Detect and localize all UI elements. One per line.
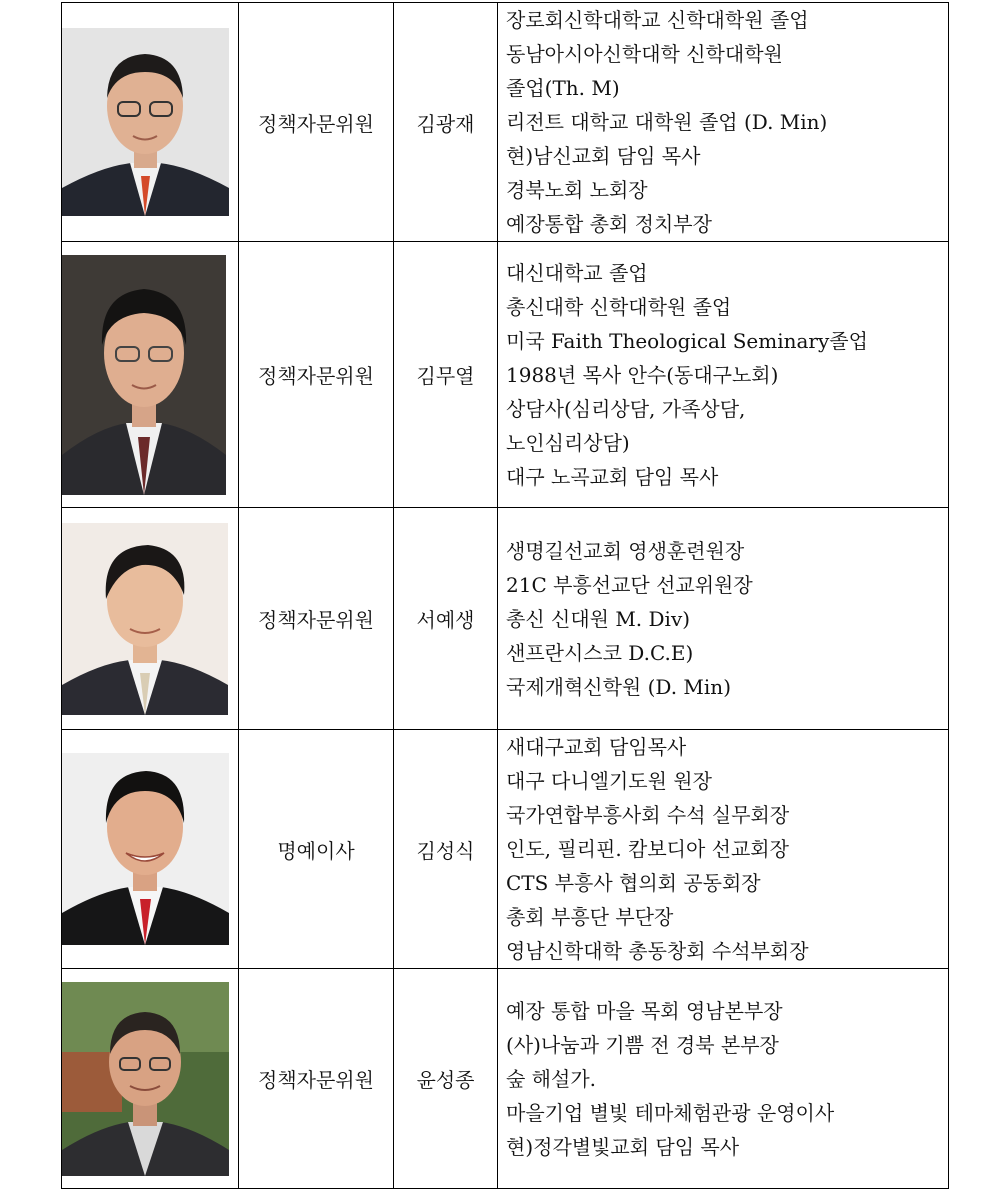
bio-line: 1988년 목사 안수(동대구노회) (506, 362, 779, 387)
bio-line: 총신 신대원 M. Div) (506, 606, 691, 631)
roster-table (61, 2, 949, 1189)
role-cell: 정책자문위원 (239, 969, 394, 1189)
role-cell: 정책자문위원 (239, 508, 394, 730)
bio-line: 생명길선교회 영생훈련원장 (506, 538, 745, 563)
bio-line: 졸업(Th. M) (506, 76, 620, 100)
name-cell: 윤성종 (394, 969, 498, 1189)
bio-line: 현)정각별빛교회 담임 목사 (506, 1134, 740, 1159)
portrait-photo (62, 982, 238, 1176)
bio-line: 대구 노곡교회 담임 목사 (506, 464, 719, 489)
name-cell: 김광재 (394, 3, 498, 242)
name-cell: 서예생 (394, 508, 498, 730)
bio-line: 노인심리상담) (506, 430, 630, 455)
name-cell: 김성식 (394, 730, 498, 969)
role-cell: 정책자문위원 (239, 3, 394, 242)
table-row (62, 3, 949, 242)
bio-line: 총신대학 신학대학원 졸업 (506, 294, 732, 319)
bio-line: (사)나눔과 기쁨 전 경북 본부장 (506, 1032, 779, 1057)
table-row (62, 730, 949, 969)
bio-line: CTS 부흥사 협의회 공동회장 (506, 871, 761, 895)
bio-cell (498, 508, 949, 730)
bio-cell (498, 969, 949, 1189)
table-row (62, 969, 949, 1189)
bio-cell (498, 3, 949, 242)
bio-line: 예장통합 총회 정치부장 (506, 212, 712, 236)
bio-line: 마을기업 별빛 테마체험관광 운영이사 (506, 1100, 835, 1125)
photo-cell (62, 969, 239, 1189)
photo-cell (62, 508, 239, 730)
role-cell: 명예이사 (239, 730, 394, 969)
bio-line: 동남아시아신학대학 신학대학원 (506, 42, 783, 66)
bio-line: 영남신학대학 총동창회 수석부회장 (506, 939, 809, 963)
bio-line: 리전트 대학교 대학원 졸업 (D. Min) (506, 110, 828, 134)
role-cell: 정책자문위원 (239, 242, 394, 508)
portrait-photo (62, 255, 238, 495)
bio-line: 인도, 필리핀. 캄보디아 선교회장 (506, 837, 789, 861)
photo-cell (62, 3, 239, 242)
bio-line: 현)남신교회 담임 목사 (506, 144, 701, 168)
bio-line: 미국 Faith Theological Seminary졸업 (506, 328, 868, 353)
bio-line: 21C 부흥선교단 선교위원장 (506, 572, 753, 597)
bio-line: 장로회신학대학교 신학대학원 졸업 (506, 8, 809, 32)
bio-line: 국제개혁신학원 (D. Min) (506, 674, 731, 699)
portrait-photo (62, 28, 238, 216)
photo-cell (62, 730, 239, 969)
bio-line: 숲 해설가. (506, 1066, 596, 1091)
bio-line: 대구 다니엘기도원 원장 (506, 769, 712, 793)
name-cell: 김무열 (394, 242, 498, 508)
photo-cell (62, 242, 239, 508)
portrait-photo (62, 523, 238, 715)
bio-line: 경북노회 노회장 (506, 178, 648, 202)
bio-line: 예장 통합 마을 목회 영남본부장 (506, 998, 783, 1023)
bio-line: 새대구교회 담임목사 (506, 735, 687, 759)
bio-cell (498, 242, 949, 508)
bio-line: 국가연합부흥사회 수석 실무회장 (506, 803, 790, 827)
portrait-photo (62, 753, 238, 945)
bio-line: 샌프란시스코 D.C.E) (506, 640, 694, 665)
bio-line: 총회 부흥단 부단장 (506, 905, 674, 929)
table-row (62, 508, 949, 730)
table-row (62, 242, 949, 508)
bio-line: 대신대학교 졸업 (506, 260, 648, 285)
bio-cell (498, 730, 949, 969)
bio-line: 상담사(심리상담, 가족상담, (506, 396, 746, 421)
